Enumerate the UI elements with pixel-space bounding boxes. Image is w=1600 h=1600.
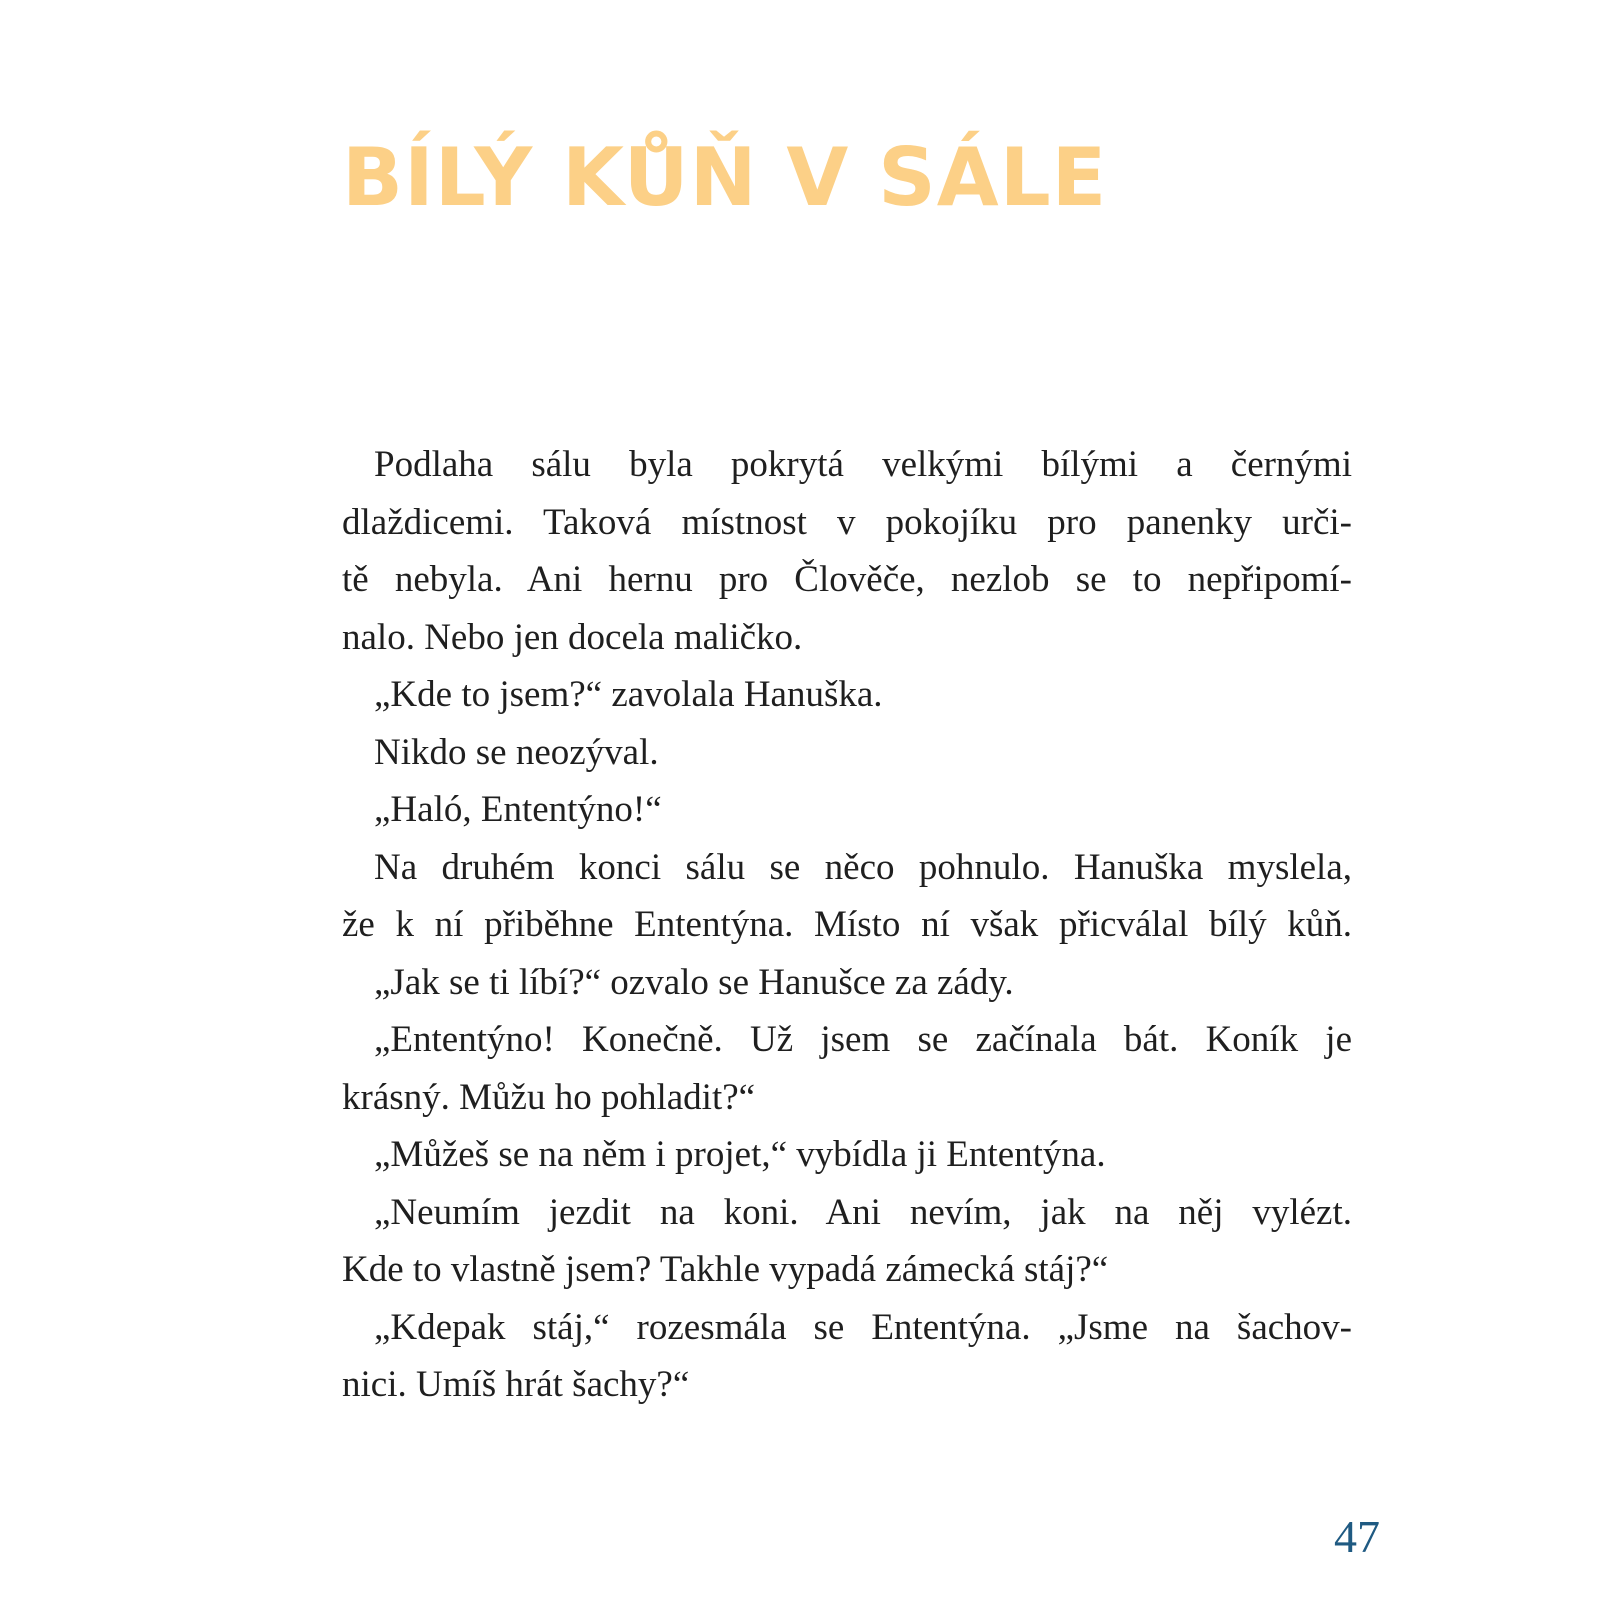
text-line: krásný. Můžu ho pohladit?“ — [342, 1076, 756, 1118]
text-line: tě nebyla. Ani hernu pro Člověče, nezlob se to nepřipomí- — [342, 559, 1352, 600]
text-line: nalo. Nebo jen docela maličko. — [342, 616, 803, 658]
page-number: 47 — [1334, 1511, 1380, 1562]
text-line: že k ní přiběhne Ententýna. Místo ní však přicválal bílý kůň. — [342, 904, 1352, 945]
text-line: „Kdepak stáj,“ rozesmála se Ententýna. „Jsme na šachov- — [374, 1306, 1352, 1348]
text-line: Podlaha sálu byla pokrytá velkými bílými a černými — [374, 444, 1352, 485]
text-line: „Jak se ti líbí?“ ozvalo se Hanušce za zády. — [374, 961, 1014, 1003]
text-line: Na druhém konci sálu se něco pohnulo. Hanuška myslela, — [374, 846, 1352, 888]
text-line: nici. Umíš hrát šachy?“ — [342, 1364, 690, 1405]
text-line: „Neumím jezdit na koni. Ani nevím, jak na něj vylézt. — [374, 1191, 1352, 1233]
text-line: „Haló, Ententýno!“ — [374, 789, 662, 830]
text-line: Kde to vlastně jsem? Takhle vypadá zámecká stáj?“ — [342, 1249, 1109, 1290]
chapter-title: BÍLÝ KŮŇ V SÁLE — [342, 131, 1108, 224]
text-line: dlaždicemi. Taková místnost v pokojíku pro panenky urči- — [342, 501, 1352, 543]
text-line: „Ententýno! Konečně. Už jsem se začínala bát. Koník je — [374, 1019, 1352, 1060]
text-line: „Kde to jsem?“ zavolala Hanuška. — [374, 674, 883, 715]
chapter-text — [342, 436, 1352, 1414]
text-line: „Můžeš se na něm i projet,“ vybídla ji Ententýna. — [374, 1134, 1106, 1175]
text-line: Nikdo se neozýval. — [374, 731, 659, 773]
